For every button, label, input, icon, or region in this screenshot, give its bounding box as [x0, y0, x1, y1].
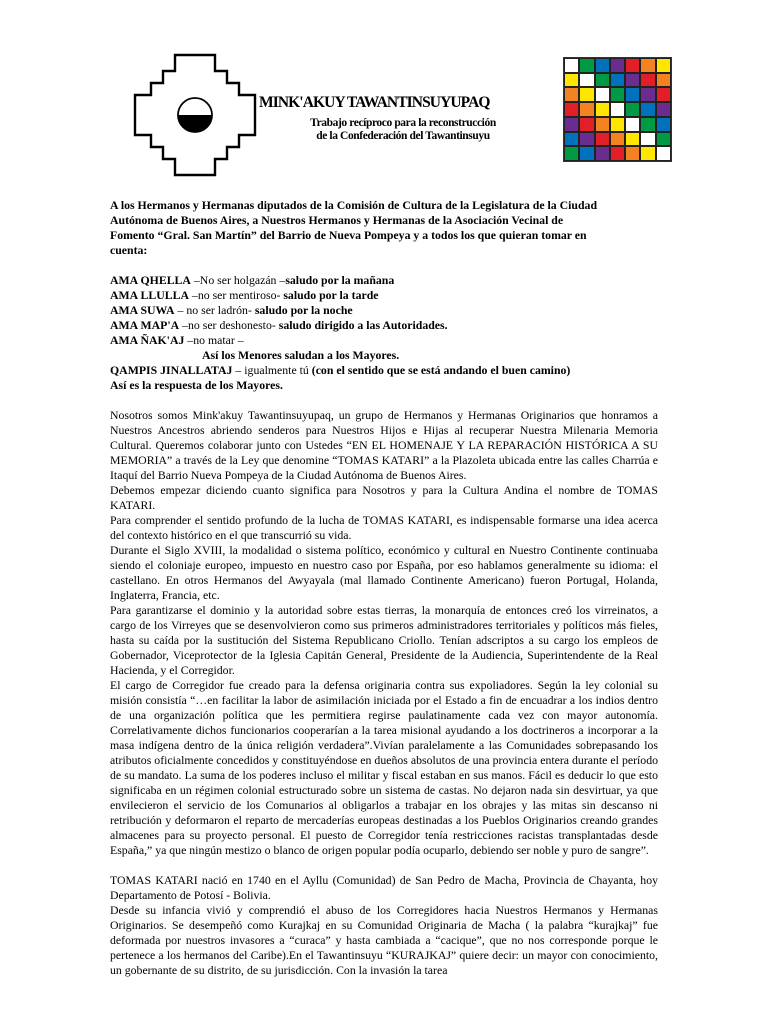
wiphala-cell — [656, 73, 671, 88]
wiphala-cell — [610, 117, 625, 132]
subtitle-line-1: Trabajo recíproco para la reconstrucción — [310, 117, 496, 129]
wiphala-cell — [625, 117, 640, 132]
paragraph: Durante el Siglo XVIII, la modalidad o sistema político, económico y cultural en Nuestro Continente continuaba siendo el coloniaje europeo, impuesto en nuestro caso por España, por eso hablamos generalmente su idioma: el castellano. En otros Hermanos del Awyayala (mal llamado Continente Americano) fueron Portugal, Holanda, Inglaterra, Francia, etc. — [110, 543, 658, 602]
wiphala-cell — [579, 102, 594, 117]
reply-note: (con el sentido que se está andando el buen camino) — [311, 363, 571, 377]
wiphala-cell — [610, 87, 625, 102]
wiphala-cell — [640, 58, 655, 73]
wiphala-cell — [610, 132, 625, 147]
greeting-line — [110, 303, 658, 318]
reply-term: QAMPIS JINALLATAJ — [110, 363, 233, 377]
wiphala-cell — [564, 132, 579, 147]
wiphala-cell — [625, 102, 640, 117]
wiphala-grid — [563, 57, 672, 162]
greeting-text: saludo dirigido a las Autoridades. — [278, 318, 448, 332]
wiphala-cell — [610, 58, 625, 73]
wiphala-cell — [595, 117, 610, 132]
greeting-term: AMA MAP'A — [110, 318, 180, 332]
wiphala-cell — [640, 102, 655, 117]
greeting-text: saludo por la tarde — [283, 288, 379, 302]
greeting-meaning: –no ser mentiroso- — [188, 288, 284, 302]
wiphala-cell — [610, 102, 625, 117]
wiphala-cell — [579, 146, 594, 161]
wiphala-cell — [610, 146, 625, 161]
wiphala-cell — [595, 132, 610, 147]
wiphala-cell — [595, 87, 610, 102]
greeting-meaning: – no ser ladrón- — [174, 303, 255, 317]
wiphala-cell — [564, 102, 579, 117]
wiphala-cell — [564, 58, 579, 73]
paragraph: El cargo de Corregidor fue creado para la defensa originaria contra sus expoliadores. Según la ley colonial su misión consistía “…en facilitar la labor de asimilación iniciada por el Estado a fin de encuadrar a los indios dentro de una organización política que les permitiera regirse paulatinamente cada vez con mayor autonomía. Correlativamente dichos funcionarios cooperarían a la tarea misional ayudando a los doctrineros a incorporar a la masa indígena dentro de la única religión verdadera”.Vivían paralelamente a las Comunidades sobrepasando los atributos oficialmente concedidos y constituyéndose en dueños absolutos de una provincia entera durante el período de su mandato. La suma de los poderes incluso el militar y fiscal estaban en sus manos. Fácil es deducir lo que esto significaba en un régimen colonial estructurado sobre un sistema de castas. No dejaron nada sin desvirtuar, ya que envilecieron el servicio de los Comunarios al obligarlos a trabajar en los obrajes y las mitas sin descanso ni retribución y deformaron el reparto de mercaderías europeas destinadas a los Pueblos Originarios creando grandes almacenes para su proyecto personal. El puesto de Corregidor tenía restricciones racistas transplantadas desde España,” ya que ningún mestizo o blanco de origen popular podía ocuparlo, debiendo ser noble y puro de sangre”. — [110, 678, 658, 857]
body-text — [110, 408, 658, 978]
greetings-list — [110, 273, 658, 393]
greeting-closing: Así los Menores saludan a los Mayores. — [202, 348, 400, 362]
greeting-term: AMA ÑAK'AJ — [110, 333, 185, 347]
greeting-line — [110, 318, 658, 333]
wiphala-cell — [640, 73, 655, 88]
wiphala-cell — [579, 117, 594, 132]
paragraph: Nosotros somos Mink'akuy Tawantinsuyupaq, un grupo de Hermanos y Hermanas Originarios que honramos a Nuestros Ancestros abriendo senderos para Nuestros Hijos e Hijas al recuperar Nuestra Milenaria Memoria Cultural. Queremos colaborar junto con Ustedes “EN EL HOMENAJE Y LA REPARACIÓN HISTÓRICA A SU MEMORIA” a través de la Ley que denomine “TOMAS KATARI” a la Plazoleta ubicada entre las calles Charrúa e Itaquí del Barrio Nueva Pompeya de la Ciudad Autónoma de Buenos Aires. — [110, 408, 658, 482]
organization-title: MINK'AKUY TAWANTINSUYUPAQ — [259, 94, 490, 111]
wiphala-cell — [579, 132, 594, 147]
greeting-line — [110, 288, 658, 303]
greeting-term: AMA QHELLA — [110, 273, 191, 287]
reply-closing: Así es la respuesta de los Mayores. — [110, 378, 283, 392]
organization-subtitle — [283, 117, 523, 143]
wiphala-cell — [564, 73, 579, 88]
letter-body — [110, 198, 658, 978]
wiphala-cell — [656, 132, 671, 147]
greeting-meaning: –no matar – — [184, 333, 244, 347]
salutation-line: Fomento “Gral. San Martín” del Barrio de Nueva Pompeya y a todos los que quieran tomar en — [110, 228, 587, 242]
wiphala-cell — [656, 102, 671, 117]
greeting-term: AMA SUWA — [110, 303, 175, 317]
wiphala-flag — [563, 57, 672, 162]
greeting-line — [110, 273, 658, 288]
wiphala-cell — [640, 117, 655, 132]
wiphala-cell — [625, 146, 640, 161]
reply-line — [110, 363, 658, 378]
wiphala-cell — [579, 87, 594, 102]
chakana-logo — [133, 53, 257, 177]
paragraph: TOMAS KATARI nació en 1740 en el Ayllu (Comunidad) de San Pedro de Macha, Provincia de Chayanta, hoy Departamento de Potosí - Bolivia. — [110, 873, 658, 902]
wiphala-cell — [595, 102, 610, 117]
wiphala-cell — [640, 87, 655, 102]
wiphala-cell — [656, 117, 671, 132]
greeting-meaning: –No ser holgazán – — [190, 273, 286, 287]
greeting-text: saludo por la mañana — [285, 273, 395, 287]
salutation-line: Autónoma de Buenos Aires, a Nuestros Hermanos y Hermanas de la Asociación Vecinal de — [110, 213, 564, 227]
wiphala-cell — [640, 146, 655, 161]
salutation — [110, 198, 658, 258]
greeting-term: AMA LLULLA — [110, 288, 189, 302]
wiphala-cell — [564, 87, 579, 102]
greeting-line — [110, 333, 658, 348]
wiphala-cell — [595, 146, 610, 161]
wiphala-cell — [579, 73, 594, 88]
wiphala-cell — [610, 73, 625, 88]
subtitle-line-2: de la Confederación del Tawantinsuyu — [316, 130, 490, 142]
salutation-line: A los Hermanos y Hermanas diputados de la Comisión de Cultura de la Legislatura de la Ciudad — [110, 198, 598, 212]
paragraph: Debemos empezar diciendo cuanto significa para Nosotros y para la Cultura Andina el nombre de TOMAS KATARI. — [110, 483, 658, 512]
wiphala-cell — [656, 146, 671, 161]
wiphala-cell — [625, 73, 640, 88]
wiphala-cell — [579, 58, 594, 73]
wiphala-cell — [564, 146, 579, 161]
reply-meaning: – igualmente tú — [232, 363, 312, 377]
paragraph: Desde su infancia vivió y comprendió el abuso de los Corregidores hacia Nuestros Hermanos y Hermanas Originarios. Se desempeñó como Kurajkaj en su Comunidad Originaria de Macha ( la palabra “kurajkaj” fue deformada por nuestros invasores a “curaca” y hasta cambiada a “cacique”, que no nos corresponde porque le pertenece a los hermanos del Caribe).En el Tawantinsuyu “KURAJKAJ” quiere decir: un mayor con conocimiento, un gobernante de su distrito, de su jurisdicción. Con la invasión la tarea — [110, 903, 658, 977]
wiphala-cell — [595, 73, 610, 88]
wiphala-cell — [625, 87, 640, 102]
wiphala-cell — [656, 87, 671, 102]
paragraph: Para comprender el sentido profundo de la lucha de TOMAS KATARI, es indispensable formarse una idea acerca del contexto histórico en el que transcurrió su vida. — [110, 513, 658, 542]
wiphala-cell — [656, 58, 671, 73]
greeting-text: saludo por la noche — [254, 303, 353, 317]
wiphala-cell — [640, 132, 655, 147]
salutation-line: cuenta: — [110, 243, 148, 257]
greeting-meaning: –no ser deshonesto- — [179, 318, 279, 332]
wiphala-cell — [564, 117, 579, 132]
wiphala-cell — [625, 58, 640, 73]
paragraph: Para garantizarse el dominio y la autoridad sobre estas tierras, la monarquía de entonces creó los virreinatos, a cargo de los Virreyes que se desenvolvieron como sus primeros administradores territoriales y políticos más fieles, hasta su caída por la sustitución del Sistema Republicano Criollo. Tenían adscriptos a su cargo los empleos de Gobernador, Viceprotector de la Iglesia Capitán General, Presidente de la Audiencia, Superintendente de la Real Hacienda, y el Corregidor. — [110, 603, 658, 677]
wiphala-cell — [595, 58, 610, 73]
wiphala-cell — [625, 132, 640, 147]
